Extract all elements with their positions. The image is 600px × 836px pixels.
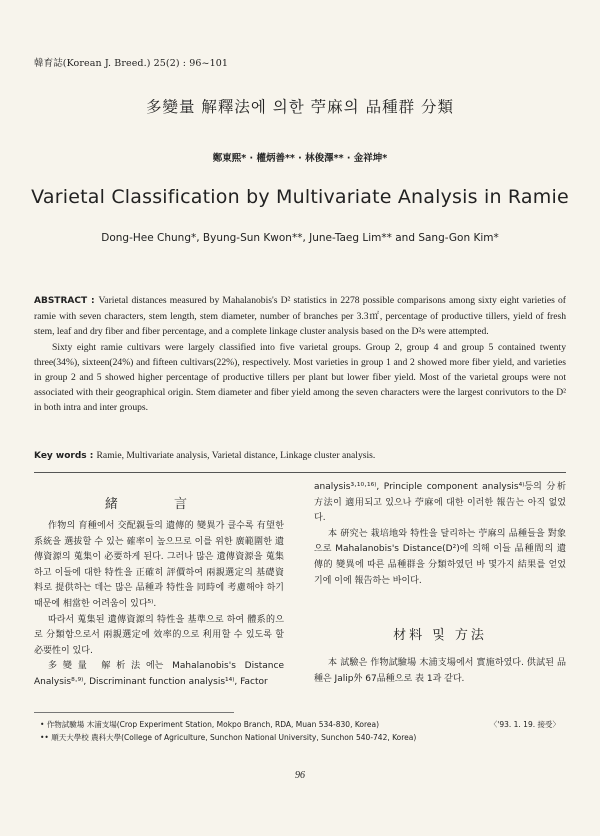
title-english: Varietal Classification by Multivariate Analysis in Ramie (31, 186, 569, 208)
introduction-column (34, 519, 284, 691)
page-number: 96 (295, 770, 305, 781)
abstract-paragraph-2: Sixty eight ramie cultivars were largely classified into five varietal groups. Group 2, group 4 and group 5 contained twenty three(34%), sixteen(24%) and fifteen cultivars(22%), respectively. Most varieties in group 1 and 2 showed more fiber yield, and varieties in group 2 and 5 showed higher percentage of productive tillers per plant but lower fiber yield. Most of the varietal groups were not associated with their geographical origin. Stem diameter and fiber yield among the seven characters were the largest conrivutors to the D² in both intra and inter groups. (34, 341, 566, 414)
keywords-text: Ramie, Multivariate analysis, Varietal distance, Linkage cluster analysis. (96, 450, 376, 461)
right-column-bottom (314, 656, 566, 687)
right-column-top (314, 480, 566, 589)
authors-english: Dong-Hee Chung*, Byung-Sun Kwon**, June-Taeg Lim** and Sang-Gon Kim* (101, 232, 499, 244)
introduction-paragraph-3: 多變量 解析法에는 Mahalanobis's Distance Analysis⁸·⁹⁾, Discriminant function analysis¹⁴⁾, Factor (34, 661, 284, 687)
footnote-divider (34, 712, 234, 713)
footnote-affiliation-1: • 作物試驗場 木浦支場(Crop Experiment Station, Mokpo Branch, RDA, Muan 534-830, Korea) (40, 720, 380, 729)
introduction-paragraph-1: 作物의 育種에서 交配親들의 遺傳的 變異가 클수록 有望한 系統을 選拔할 수 있는 確率이 높으므로 이를 위한 廣範圍한 遺傳資源의 蒐集이 必要하게 된다. 그러나 많은 遺傳資源을 蒐集하고 이들에 대한 特性을 正確히 評價하여 兩親選定의 基礎資料로 提供하는 데는 많은 品種과 特性을 同時에 考慮해야 하기 때문에 相當한 어려움이 있다⁵⁾. (34, 521, 284, 609)
abstract-paragraph-1: Varietal distances measured by Mahalanobis's D² statistics in 2278 possible comparisons among sixty eight varieties of ramie with seven characters, stem length, stem diameter, number of branches per 3.3㎡, percentage of productive tillers, yield of fresh stem, leaf and dry fiber and fiber percentage, and a complete linkage cluster analysis based on the D²s were attempted. (34, 295, 566, 338)
title-korean: 多變量 解釋法에 의한 苧麻의 品種群 分類 (145, 98, 455, 116)
right-paragraph-3: 本 試驗은 作物試驗場 木浦支場에서 實施하였다. 供試된 品種은 Jalip外 67品種으로 表 1과 같다. (314, 658, 566, 684)
authors-korean: 鄭東熙* · 權炳善** · 林俊澤** · 金祥坤* (212, 153, 388, 164)
keywords-divider (34, 472, 566, 473)
keywords-label: Key words (34, 451, 87, 461)
right-paragraph-2: 本 硏究는 栽培地와 特性을 달리하는 苧麻의 品種들을 對象으로 Mahalanobis's Distance(D²)에 의해 이들 品種間의 遺傳的 變異에 따른 品種群을 分類하였던 바 몇가지 結果를 얻었기에 이에 報告하는 바이다. (314, 528, 566, 586)
introduction-paragraph-2: 따라서 蒐集된 遺傳資源의 特性을 基準으로 하여 體系的으로 分類함으로서 兩親選定에 效率的으로 利用할 수 있도록 할 必要性이 있다. (34, 614, 284, 656)
abstract-label: ABSTRACT (34, 296, 88, 306)
footnotes (40, 718, 560, 744)
journal-header: 韓育誌(Korean J. Breed.) 25(2) : 96~101 (34, 58, 229, 69)
keywords: Key words : Ramie, Multivariate analysis, Varietal distance, Linkage cluster analysis. (34, 450, 376, 461)
footnote-affiliation-2: •• 順天大學校 農科大學(College of Agriculture, Sunchon National University, Sunchon 540-742, Korea) (40, 733, 417, 742)
received-date: 〈'93. 1. 19. 接受〉 (489, 720, 560, 729)
right-paragraph-1: analysis³·¹⁰·¹⁶⁾, Principle component analysis⁴⁾등의 分析 方法이 適用되고 있으나 苧麻에 대한 이러한 報告는 아직 없었다. (314, 482, 566, 524)
abstract: ABSTRACT : Varietal distances measured by Mahalanobis's D² statistics in 2278 possible comparisons among sixty eight varieties of ramie with seven characters, stem length, stem diameter, number of branches per 3.3㎡, percentage of productive tillers, yield of fresh stem, leaf and dry fiber and fiber percentage, and a complete linkage cluster analysis based on the D²s were attempted. Sixty eight ramie cultivars were largely classified into five varietal groups. Group 2, group 4 and group 5 contained twenty three(34%), sixteen(24%) and fifteen cultivars(22%), respectively. Most varieties in group 1 and 2 showed more fiber yield, and varieties in group 2 and 5 showed higher percentage of productive tillers per plant but lower fiber yield. Most of the varietal groups were not associated with their geographical origin. Stem diameter and fiber yield among the seven characters were the largest conrivutors to the D² in both intra and inter groups. (34, 293, 566, 416)
section-heading-materials-methods: 材料 및 方法 (393, 628, 487, 643)
section-heading-introduction: 緒 言 (104, 497, 214, 512)
